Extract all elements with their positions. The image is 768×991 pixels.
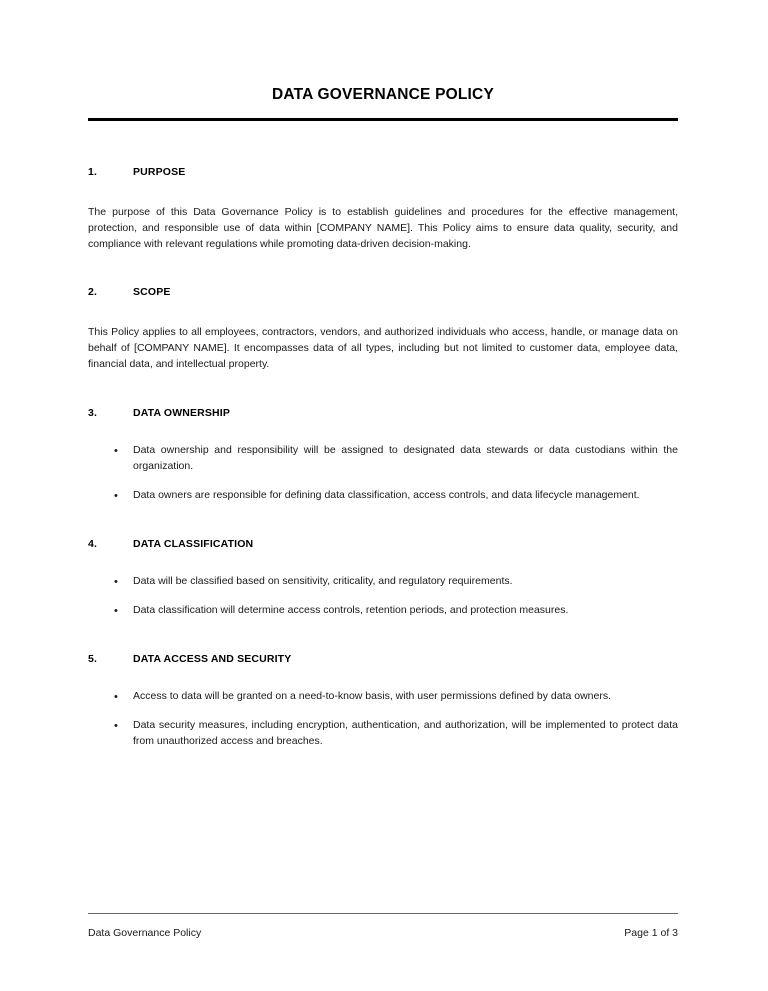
list-item-text: Data security measures, including encryption, authentication, and authorization, will be implemented to protect data from unauthorized access and breaches. (133, 719, 678, 747)
bullet-list (88, 689, 678, 750)
section-number: 3. (88, 407, 98, 420)
list-item (88, 443, 678, 475)
section-number: 5. (88, 653, 98, 666)
list-item-text: Data classification will determine access controls, retention periods, and protection measures. (133, 604, 569, 617)
title-divider (88, 118, 678, 121)
section-scope (88, 286, 678, 373)
section-number: 2. (88, 286, 98, 299)
list-item-text: Data ownership and responsibility will be assigned to designated data stewards or data custodians within the organization. (133, 444, 678, 473)
list-item (88, 718, 678, 750)
section-heading (88, 166, 678, 178)
bullet-list (88, 574, 678, 619)
document-content (88, 0, 678, 766)
section-heading (88, 286, 678, 298)
list-item-text: Data owners are responsible for defining data classification, access controls, and data lifecycle management. (133, 489, 640, 502)
page-footer (88, 913, 678, 939)
list-item-text: Data will be classified based on sensitivity, criticality, and regulatory requirements. (133, 575, 513, 588)
list-item (88, 488, 678, 504)
section-heading (88, 653, 678, 665)
section-title: SCOPE (133, 286, 171, 299)
section-data-access-and-security (88, 653, 678, 750)
section-paragraph: This Policy applies to all employees, contractors, vendors, and authorized individuals who access, handle, or manage data on behalf of [COMPANY NAME]. It encompasses data of all types, including but not limited to customer data, employee data, financial data, and intellectual property. (88, 326, 678, 371)
bullet-icon: • (114, 445, 118, 458)
section-title: DATA CLASSIFICATION (133, 538, 254, 551)
section-paragraph: The purpose of this Data Governance Policy is to establish guidelines and procedures for the effective management, protection, and responsible use of data within [COMPANY NAME]. This Policy aims to ensure data quality, security, and compliance with relevant regulations while promoting data-driven decision-making. (88, 205, 678, 250)
section-purpose (88, 166, 678, 253)
bullet-list (88, 443, 678, 504)
section-title: PURPOSE (133, 165, 186, 178)
page-title: DATA GOVERNANCE POLICY (272, 86, 494, 103)
bullet-icon: • (114, 490, 118, 503)
footer-page-number: Page 1 of 3 (624, 927, 678, 939)
section-title: DATA OWNERSHIP (133, 407, 230, 420)
section-data-ownership (88, 407, 678, 504)
section-data-classification (88, 538, 678, 619)
footer-document-name: Data Governance Policy (88, 927, 202, 939)
list-item (88, 574, 678, 590)
bullet-icon: • (114, 605, 118, 618)
section-title: DATA ACCESS AND SECURITY (133, 653, 292, 666)
list-item (88, 603, 678, 619)
bullet-icon: • (114, 691, 118, 704)
list-item-text: Access to data will be granted on a need-to-know basis, with user permissions defined by data owners. (133, 690, 612, 703)
bullet-icon: • (114, 576, 118, 589)
footer-row (88, 927, 678, 939)
section-heading (88, 538, 678, 550)
section-heading (88, 407, 678, 419)
bullet-icon: • (114, 720, 118, 733)
section-number: 4. (88, 538, 98, 551)
list-item (88, 689, 678, 705)
section-number: 1. (88, 165, 98, 178)
footer-divider (88, 913, 678, 914)
